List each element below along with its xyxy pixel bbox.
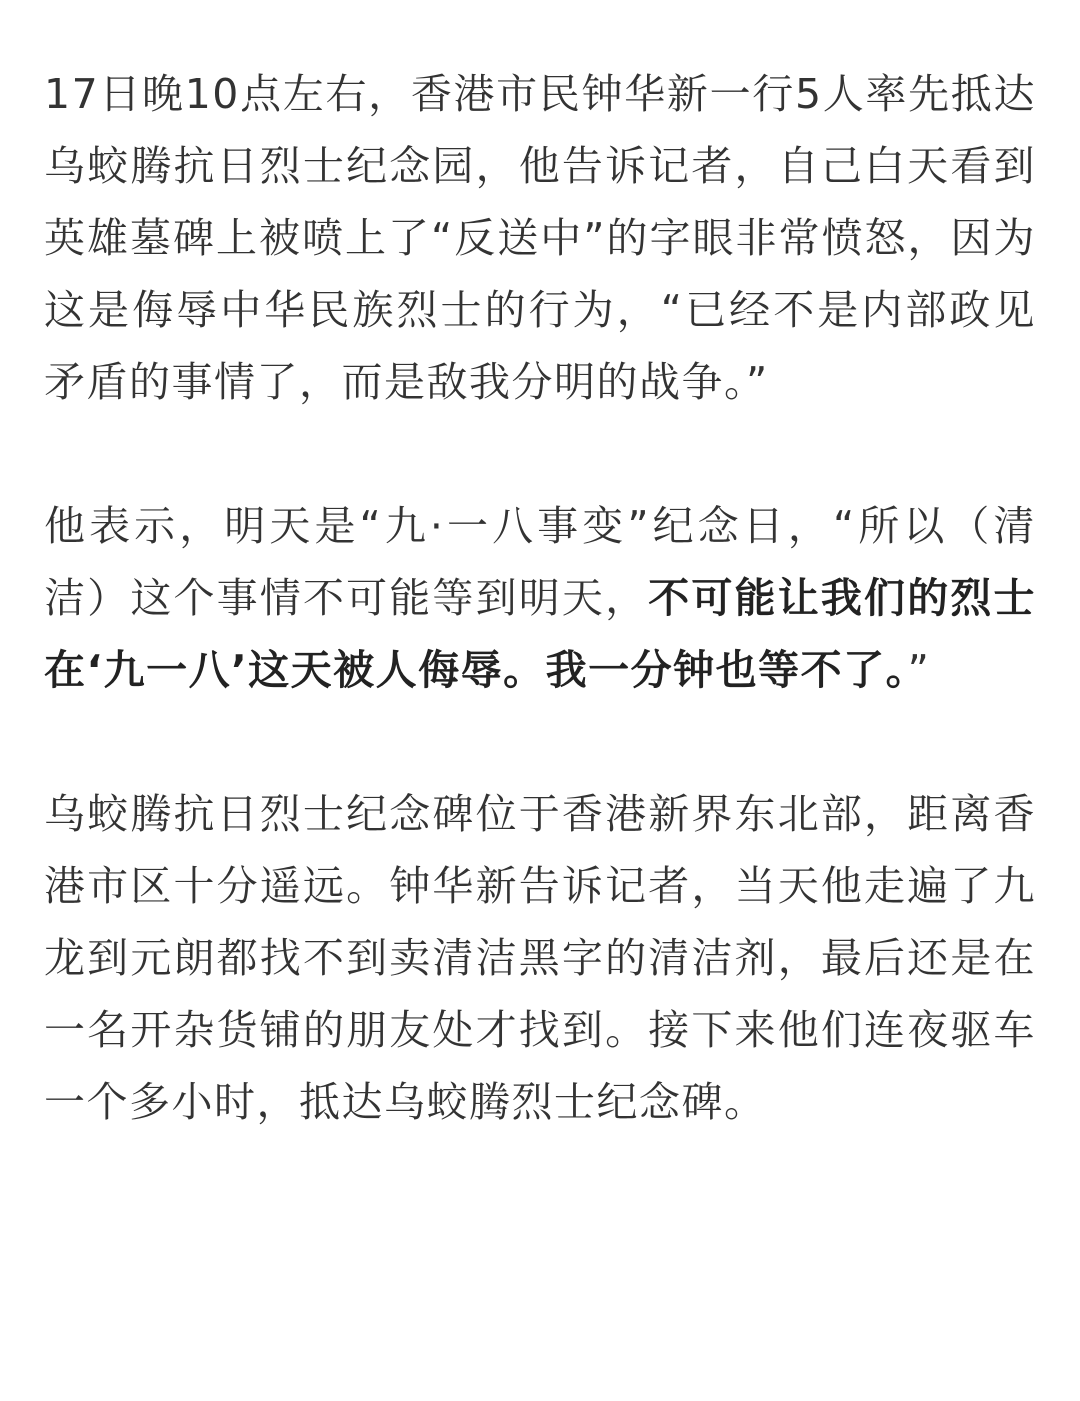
article-body bbox=[44, 58, 1036, 1138]
paragraph-1: 17日晚10点左右，香港市民钟华新一行5人率先抵达乌蛟腾抗日烈士纪念园，他告诉记者，自己白天看到英雄墓碑上被喷上了“反送中”的字眼非常愤怒，因为这是侮辱中华民族烈士的行为，“已经不是内部政见矛盾的事情了，而是敌我分明的战争。” bbox=[44, 70, 1036, 406]
paragraph-2-bold-quote: 不可能让我们的烈士在‘九一八’这天被人侮辱。我一分钟也等不了。 bbox=[44, 574, 1037, 694]
paragraph-2-closing-quote: ” bbox=[907, 646, 931, 694]
paragraph-2 bbox=[44, 490, 1036, 706]
paragraph-3: 乌蛟腾抗日烈士纪念碑位于香港新界东北部，距离香港市区十分遥远。钟华新告诉记者，当天他走遍了九龙到元朗都找不到卖清洁黑字的清洁剂，最后还是在一名开杂货铺的朋友处才找到。接下来他们连夜驱车一个多小时，抵达乌蛟腾烈士纪念碑。 bbox=[44, 790, 1036, 1126]
paragraph-2-text: 他表示，明天是“九·一八事变”纪念日，“所以（清洁）这个事情不可能等到明天， bbox=[44, 502, 1036, 622]
